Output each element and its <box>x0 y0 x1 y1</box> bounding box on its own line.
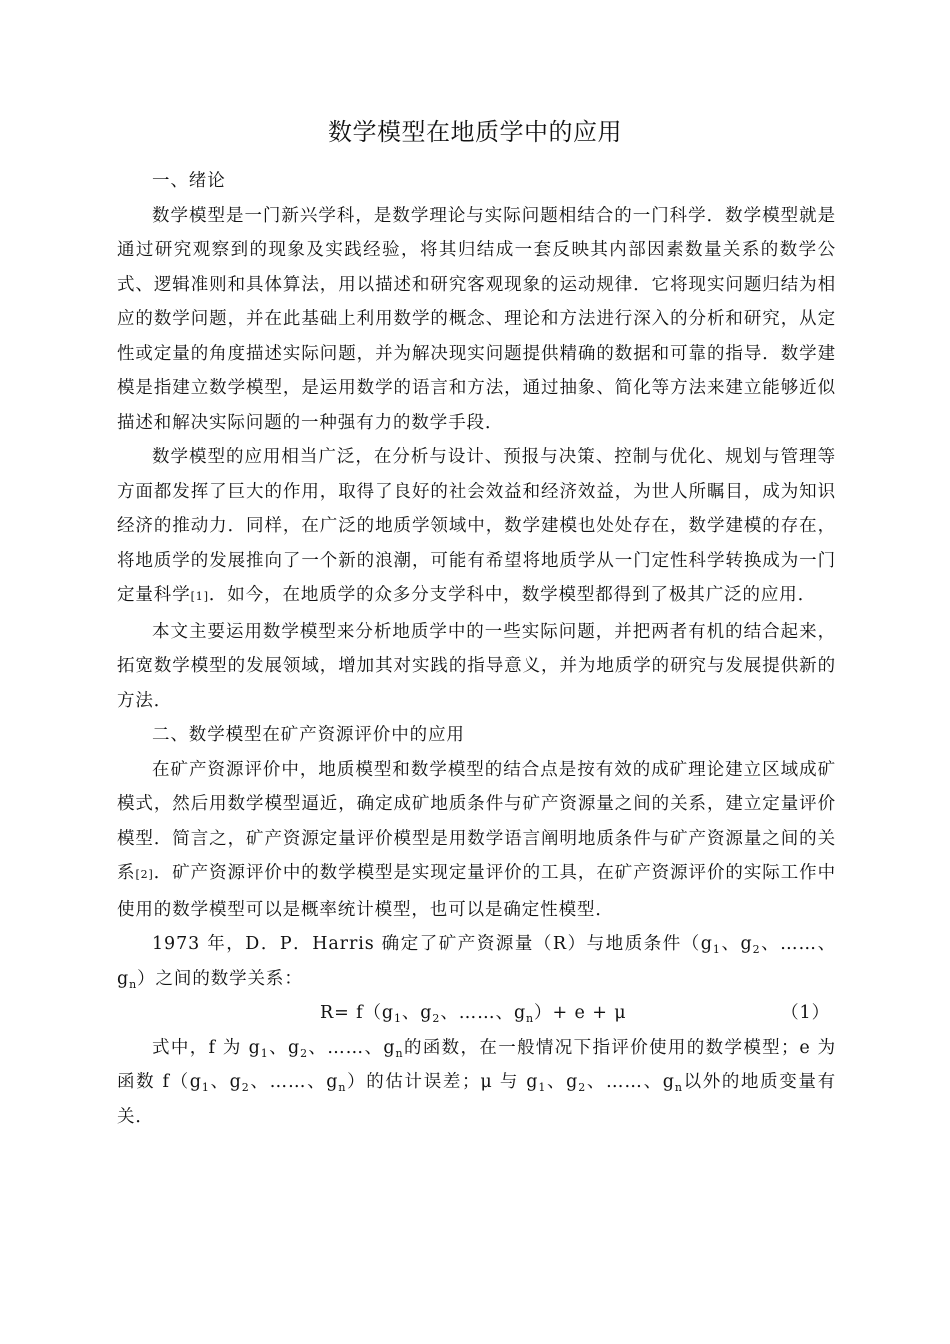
subscript: 2 <box>241 1081 250 1094</box>
paragraph-text: ．矿产资源评价中的数学模型是实现定量评价的工具，在矿产资源评价的实际工作中使用的数学模型可以是概率统计模型，也可以是确定性模型． <box>117 863 836 920</box>
subscript: 1 <box>393 1012 402 1025</box>
paragraph-text: 之间的数学关系： <box>155 968 303 989</box>
subscript: 2 <box>578 1081 587 1094</box>
paragraph-text: 在矿产资源评价中，地质模型和数学模型的结合点是按有效的成矿理论建立区域成矿模式，然后用数学模型逼近，确定成矿地质条件与矿产资源量之间的关系，建立定量评价模型．简言之，矿产资源定量评价模型是用数学语言阐明地质条件与矿产资源量之间的关系 <box>117 759 836 883</box>
separator: 、 <box>401 1003 421 1023</box>
paragraph-text: 以外的地质变量有关． <box>117 1072 836 1127</box>
citation-ref[interactable]: [1] <box>190 590 209 603</box>
paragraph-text: 数学模型的应用相当广泛，在分析与设计、预报与决策、控制与优化、规划与管理等方面都发挥了巨大的作用，取得了良好的社会效益和经济效益，为世人所瞩目，成为知识经济的推动力．同样，在广泛的地质学领域中，数学建模也处处存在，数学建模的存在，将地质学的发展推向了一个新的浪潮，可能有希望将地质学从一门定性科学转换成为一门定量科学 <box>117 447 836 605</box>
separator: 、 <box>306 1072 327 1092</box>
separator: 、 <box>720 934 741 954</box>
document-body <box>117 164 836 1134</box>
section-heading-introduction: 一、绪论 <box>152 171 226 191</box>
page-title: 数学模型在地质学中的应用 <box>328 118 622 146</box>
equation-number: （1） <box>781 1003 830 1023</box>
subscript: 1 <box>260 1046 269 1060</box>
separator: 、 <box>586 1072 607 1092</box>
paragraph-text: 1973 年，D．P．Harris 确定了矿产资源量（R）与地质条件（g <box>152 934 713 954</box>
separator: 、 <box>546 1072 567 1092</box>
subscript: 2 <box>432 1012 441 1025</box>
close-paren: ） <box>137 968 156 989</box>
separator: 、 <box>268 1037 288 1058</box>
separator: 、 <box>249 1072 270 1092</box>
equation <box>117 996 836 1031</box>
ellipsis: …… <box>458 1003 496 1023</box>
equation-lhs: R= f（g <box>320 1003 394 1023</box>
paragraph-text: 式中，f 为 g <box>152 1037 261 1058</box>
subscript: 2 <box>300 1046 308 1060</box>
ellipsis: …… <box>327 1037 365 1058</box>
ellipsis: …… <box>269 1072 307 1092</box>
separator: 、 <box>495 1003 514 1023</box>
equation-expression: $R= f(g_1$、$g_2$、……、$g_n)+ e + \mu$ <box>320 1003 627 1025</box>
paragraph <box>117 440 836 615</box>
subscript: n <box>129 977 138 991</box>
subscript: 1 <box>538 1081 547 1094</box>
paragraph-text: ．如今，在地质学的众多分支学科中，数学模型都得到了极其广泛的应用． <box>208 585 817 605</box>
subscript: n <box>526 1012 535 1025</box>
subscript: n <box>338 1081 347 1094</box>
paragraph: 本文主要运用数学模型来分析地质学中的一些实际问题，并把两者有机的结合起来，拓宽数学模型的发展领域，增加其对实践的指导意义，并为地质学的研究与发展提供新的方法． <box>117 621 836 711</box>
paragraph: 1973 年，D．P．Harris 确定了矿产资源量（R）与地质条件（$g_1$、$g_2$、……、$g_n$）之间的数学关系： <box>117 934 836 991</box>
separator: 、 <box>307 1037 328 1058</box>
paragraph-text: ）的估计误差；μ 与 g <box>346 1072 539 1092</box>
equation-rhs: ）+ e + μ <box>534 1003 627 1023</box>
paragraph <box>117 753 836 928</box>
ellipsis: …… <box>606 1072 643 1092</box>
subscript: n <box>395 1046 404 1060</box>
separator: 、 <box>816 934 836 954</box>
separator: 、 <box>364 1037 384 1058</box>
separator: 、 <box>209 1072 230 1092</box>
separator: 、 <box>440 1003 459 1023</box>
separator: 、 <box>760 934 781 954</box>
subscript: 1 <box>712 943 721 956</box>
section-heading-mineral-assessment: 二、数学模型在矿产资源评价中的应用 <box>152 725 465 745</box>
ellipsis: …… <box>780 934 817 954</box>
paragraph-text: 的函数，在一般情况下指评价使用的数学模型；e 为函数 f（g <box>117 1037 836 1092</box>
subscript: 1 <box>201 1081 210 1094</box>
citation-ref[interactable]: [2] <box>135 868 154 881</box>
separator: 、 <box>642 1072 663 1092</box>
subscript: 2 <box>752 943 761 956</box>
paragraph: 式中，f 为 $g_1$、$g_2$、……、$g_n$的函数，在一般情况下指评价使用的数学模型；e 为函数 $f(g_1$、$g_2$、……、$g_n$）的估计误差；μ 与 $g_1$、$g_2$、……、$g_n$以外的地质变量有关． <box>117 1037 836 1127</box>
subscript: n <box>674 1081 683 1094</box>
paragraph: 数学模型是一门新兴学科，是数学理论与实际问题相结合的一门科学．数学模型就是通过研究观察到的现象及实践经验，将其归结成一套反映其内部因素数量关系的数学公式、逻辑准则和具体算法，用以描述和研究客观现象的运动规律．它将现实问题归结为相应的数学问题，并在此基础上利用数学的概念、理论和方法进行深入的分析和研究，从定性或定量的角度描述实际问题，并为解决现实问题提供精确的数据和可靠的指导．数学建模是指建立数学模型，是运用数学的语言和方法，通过抽象、简化等方法来建立能够近似描述和解决实际问题的一种强有力的数学手段． <box>117 205 836 433</box>
